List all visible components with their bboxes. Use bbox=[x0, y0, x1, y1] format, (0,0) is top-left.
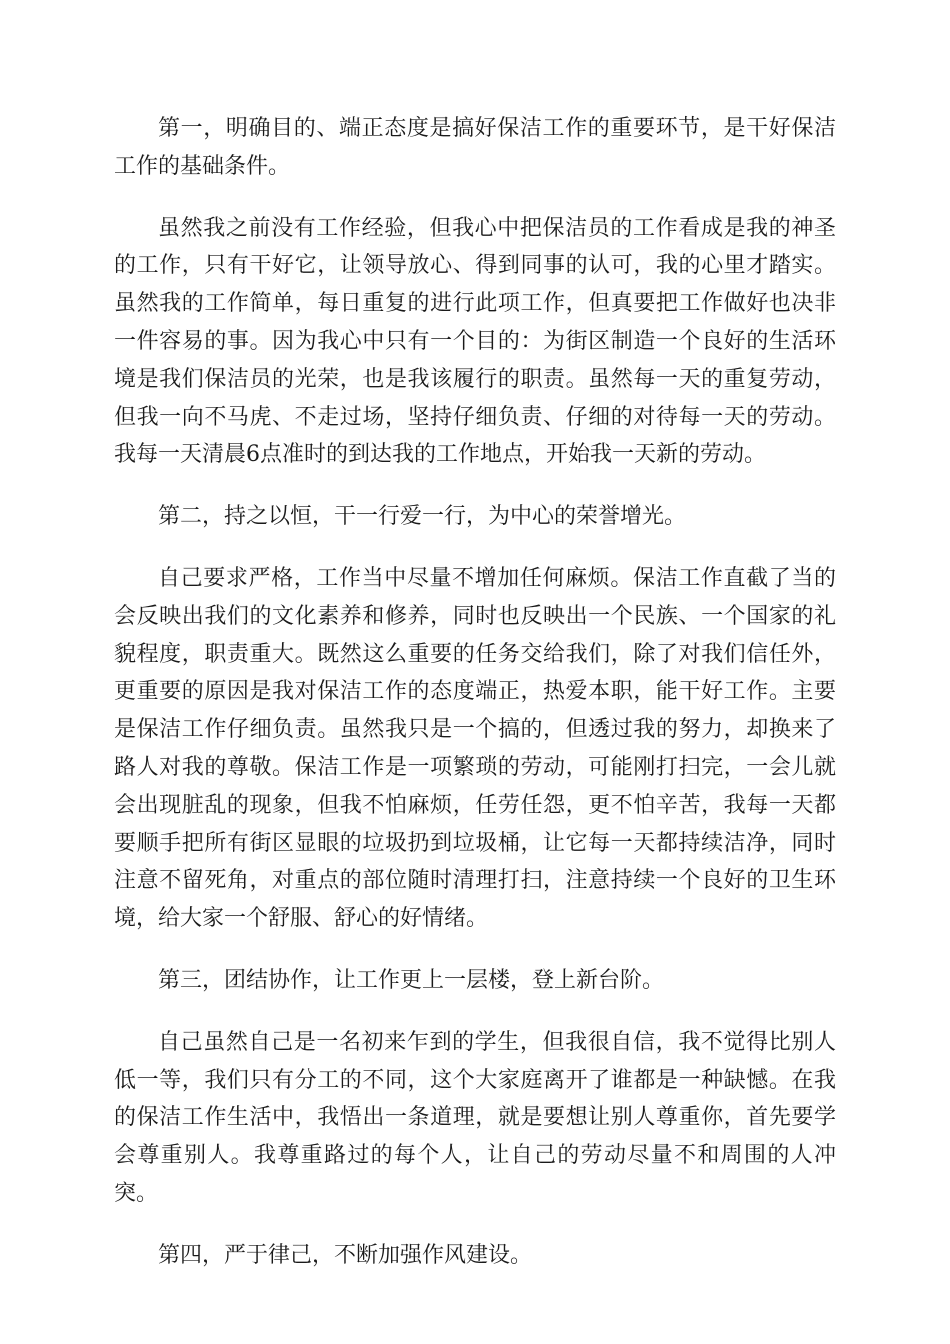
document-body bbox=[114, 110, 836, 1299]
section-heading-1: 第一，明确目的、端正态度是搞好保洁工作的重要环节，是干好保洁工作的基础条件。 bbox=[114, 116, 836, 179]
paragraph-3: 自己虽然自己是一名初来乍到的学生，但我很自信，我不觉得比别人低一等，我们只有分工的不同，这个大家庭离开了谁都是一种缺憾。在我的保洁工作生活中，我悟出一条道理，就是要想让别人尊重你，首先要学会尊重别人。我尊重路过的每个人，让自己的劳动尽量不和周围的人冲突。 bbox=[114, 1029, 836, 1206]
section-heading-2: 第二，持之以恒，干一行爱一行，为中心的荣誉增光。 bbox=[158, 504, 687, 530]
paragraph-1: 虽然我之前没有工作经验，但我心中把保洁员的工作看成是我的神圣的工作，只有干好它，让领导放心、得到同事的认可，我的心里才踏实。虽然我的工作简单，每日重复的进行此项工作，但真要把工作做好也决非一件容易的事。因为我心中只有一个目的：为街区制造一个良好的生活环境是我们保洁员的光荣，也是我该履行的职责。虽然每一天的重复劳动，但我一向不马虎、不走过场，坚持仔细负责、仔细的对待每一天的劳动。我每一天清晨6点准时的到达我的工作地点，开始我一天新的劳动。 bbox=[114, 215, 836, 468]
section-heading-3: 第三，团结协作，让工作更上一层楼，登上新台阶。 bbox=[158, 967, 665, 993]
paragraph-2: 自己要求严格，工作当中尽量不增加任何麻烦。保洁工作直截了当的会反映出我们的文化素养和修养，同时也反映出一个民族、一个国家的礼貌程度，职责重大。既然这么重要的任务交给我们，除了对我们信任外，更重要的原因是我对保洁工作的态度端正，热爱本职，能干好工作。主要是保洁工作仔细负责。虽然我只是一个搞的，但透过我的努力，却换来了路人对我的尊敬。保洁工作是一项繁琐的劳动，可能刚打扫完，一会儿就会出现脏乱的现象，但我不怕麻烦，任劳任怨，更不怕辛苦，我每一天都要顺手把所有街区显眼的垃圾扔到垃圾桶，让它每一天都持续洁净，同时注意不留死角，对重点的部位随时清理打扫，注意持续一个良好的卫生环境，给大家一个舒服、舒心的好情绪。 bbox=[114, 565, 836, 932]
section-heading-4: 第四，严于律己，不断加强作风建设。 bbox=[158, 1242, 533, 1268]
